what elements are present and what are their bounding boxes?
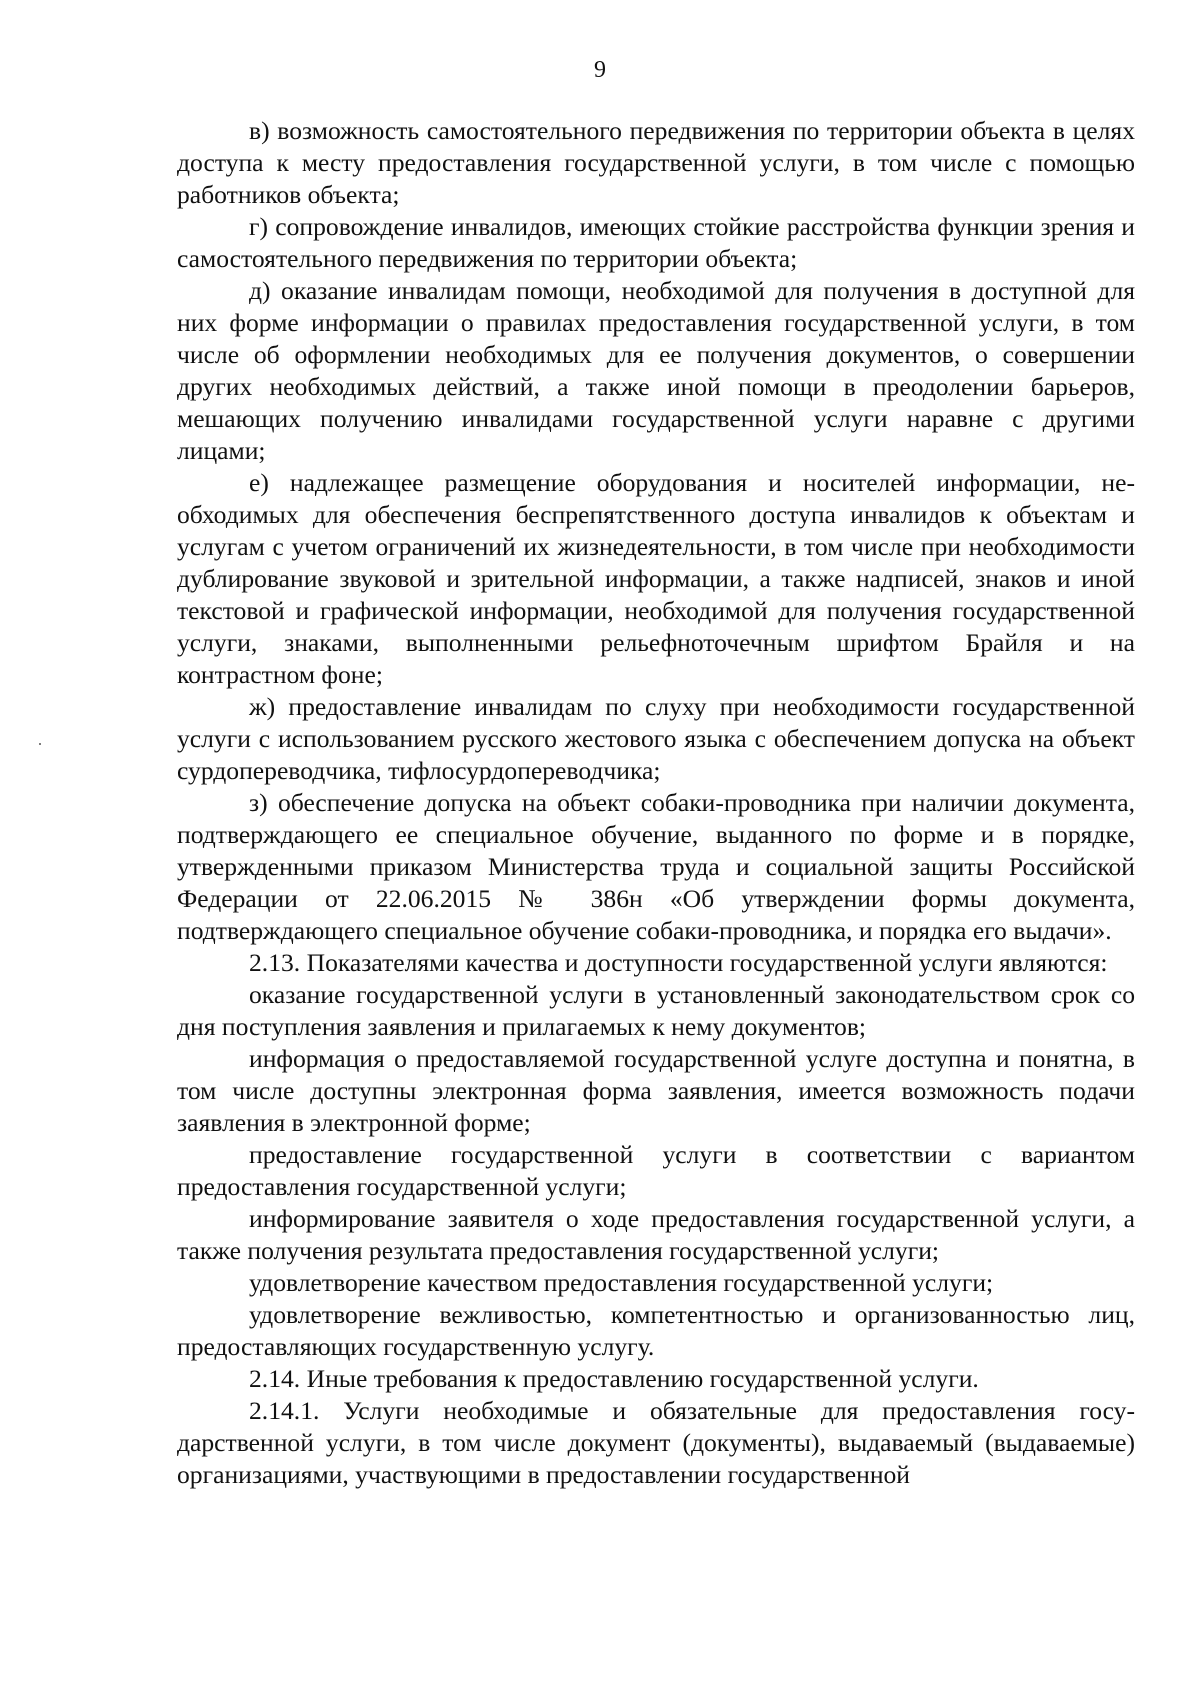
quality-indicator: оказание государственной услуги в установленный законодательством срок со дня поступления заявления и прилагаемых к нему документов;	[177, 980, 1135, 1041]
paragraph-v: в) возможность самостоятельного передвижения по территории объекта в целях доступа к месту предоставления государственной услуги, в том числе с помощью работников объекта;	[177, 116, 1135, 209]
paragraph-z: з) обеспечение допуска на объект собаки-проводника при наличии документа, подтверждающего ее специальное обучение, выданного по форме и в порядке, утвержденными приказом Министерства труда и социальной защиты Российской Федерации от 22.06.2015 № 386н «Об утверждении формы документа, подтверждающего специальное обучение собаки-проводника, и порядка его выдачи».	[177, 788, 1135, 945]
quality-indicator: информация о предоставляемой государственной услуге доступна и понятна, в том числе доступны электронная форма заявления, имеется возможность подачи заявления в электронной форме;	[177, 1044, 1135, 1137]
quality-indicator: удовлетворение качеством предоставления государственной услуги;	[249, 1268, 994, 1297]
paragraph-g: г) сопровождение инвалидов, имеющих стойкие расстройства функции зрения и самостоятельного передвижения по территории объекта;	[177, 212, 1135, 273]
section-2-14-1: 2.14.1. Услуги необходимые и обязательные для предоставления государственной услуги, в том числе документ (документы), выдаваемый (выдаваемые) организациями, участвующими в предоставлении государственной	[177, 1396, 1135, 1489]
section-2-13-heading: 2.13. Показателями качества и доступности государственной услуги являются:	[249, 948, 1108, 977]
document-body	[177, 115, 1135, 1491]
paragraph-e: е) надлежащее размещение оборудования и носителей информации, необходимых для обеспечения беспрепятственного доступа инвалидов к объектам и услугам с учетом ограничений их жизнедеятельности, в том числе при необходимости дублирование звуковой и зрительной информации, а также надписей, знаков и иной текстовой и графической информации, необходимой для получения государственной услуги, знаками, выполненными рельефноточечным шрифтом Брайля и на контрастном фоне;	[177, 468, 1135, 689]
section-2-14-heading: 2.14. Иные требования к предоставлению государственной услуги.	[249, 1364, 979, 1393]
quality-indicator: предоставление государственной услуги в соответствии с вариантом предоставления государственной услуги;	[177, 1140, 1135, 1201]
paragraph-zh: ж) предоставление инвалидам по слуху при необходимости государственной услуги с использованием русского жестового языка с обеспечением допуска на объект сурдопереводчика, тифлосурдопереводчика;	[177, 692, 1135, 785]
quality-indicator: информирование заявителя о ходе предоставления государственной услуги, а также получения результата предоставления государственной услуги;	[177, 1204, 1135, 1265]
scan-speck	[39, 743, 41, 745]
quality-indicator: удовлетворение вежливостью, компетентностью и организованностью лиц, предоставляющих государственную услугу.	[177, 1300, 1135, 1361]
page-number: 9	[594, 57, 606, 83]
paragraph-d: д) оказание инвалидам помощи, необходимой для получения в доступной для них форме информации о правилах предоставления государственной услуги, в том числе об оформлении необходимых для ее получения документов, о совершении других необходимых действий, а также иной помощи в преодолении барьеров, мешающих получению инвалидами государственной услуги наравне с другими лицами;	[177, 276, 1135, 465]
